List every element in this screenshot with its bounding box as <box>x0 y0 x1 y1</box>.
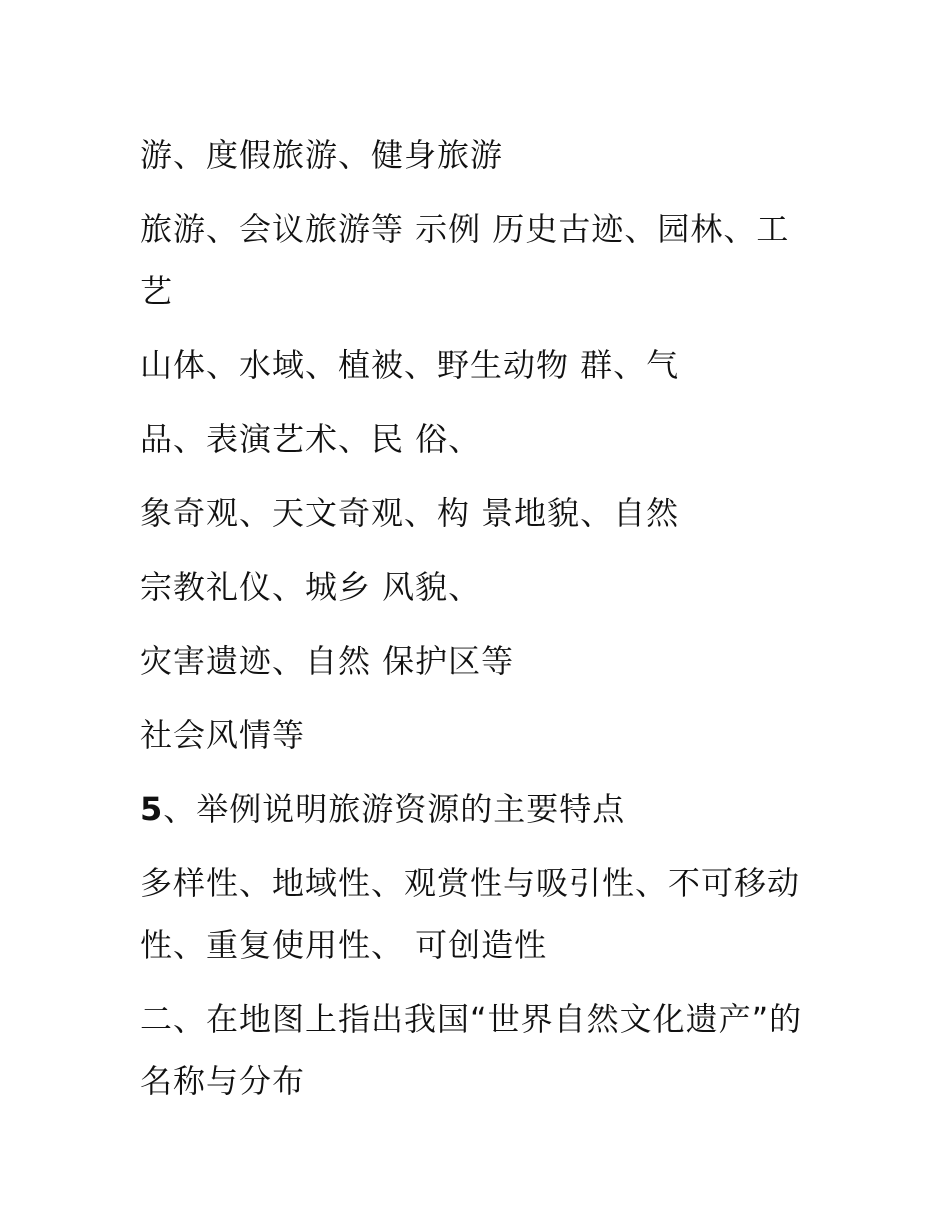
paragraph-relics: 灾害遗迹、自然 保护区等 <box>140 642 515 680</box>
paragraph-tourism-types: 游、度假旅游、健身旅游 <box>140 136 504 174</box>
paragraph-tourism-examples: 旅游、会议旅游等 示例 历史古迹、园林、工 艺 <box>140 210 801 310</box>
paragraph-religion: 宗教礼仪、城乡 风貌、 <box>140 568 482 606</box>
question-5-heading <box>140 778 820 840</box>
document-body <box>140 124 820 1124</box>
paragraph-wonders: 象奇观、天文奇观、构 景地貌、自然 <box>140 494 680 532</box>
answer-5-text: 多样性、地域性、观赏性与吸引性、不可移动性、重复使用性、 可创造性 <box>140 864 801 964</box>
paragraph-arts-folk: 品、表演艺术、民 俗、 <box>140 420 482 458</box>
section-2-heading: 二、在地图上指出我国“世界自然文化遗产”的名称与分布 <box>140 1000 803 1100</box>
question-5-number: 5 <box>140 790 164 828</box>
paragraph-natural-landscape: 山体、水域、植被、野生动物 群、气 <box>140 346 680 384</box>
paragraph-customs: 社会风情等 <box>140 716 306 754</box>
question-5-text: 、举例说明旅游资源的主要特点 <box>163 790 626 828</box>
